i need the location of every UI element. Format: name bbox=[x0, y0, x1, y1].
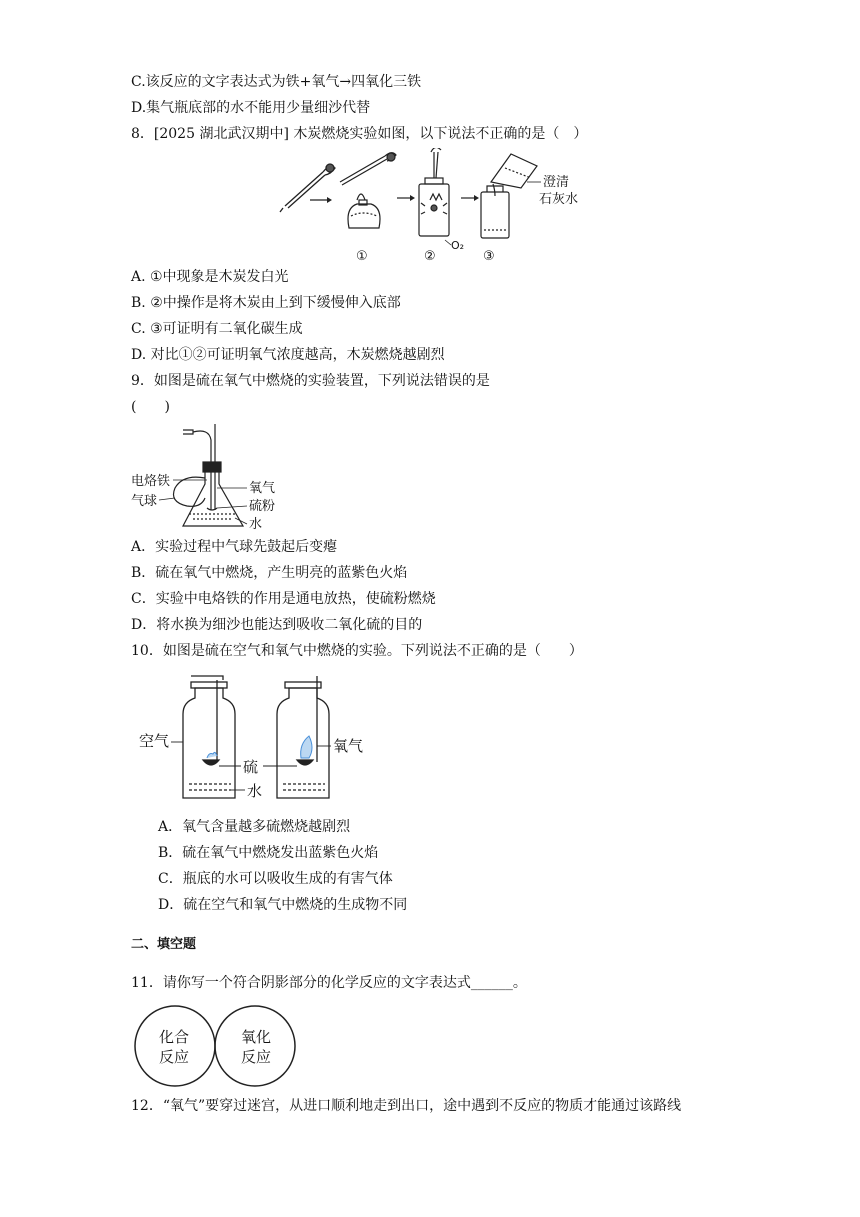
q9-option-c: C．实验中电烙铁的作用是通电放热，使硫粉燃烧 bbox=[131, 591, 436, 607]
label-electric-iron: 电烙铁 bbox=[131, 474, 171, 489]
q8-option-a: A. ①中现象是木炭发白光 bbox=[131, 269, 289, 285]
balloon-icon bbox=[174, 477, 206, 506]
bright-flame-icon bbox=[301, 736, 312, 758]
limewater-bottle-icon bbox=[481, 154, 537, 238]
q11-venn-diagram bbox=[131, 1004, 303, 1088]
limewater-label-1: 澄清 bbox=[543, 175, 570, 190]
q10-stem: 10．如图是硫在空气和氧气中燃烧的实验。下列说法不正确的是（ ） bbox=[131, 643, 583, 659]
q10-sulfur-bottles-figure bbox=[131, 672, 391, 808]
venn-left-circle bbox=[135, 1006, 215, 1086]
q12-stem: 12．“氧气”要穿过迷宫，从进口顺利地走到出口，途中遇到不反应的物质才能通过该路线 bbox=[131, 1098, 682, 1114]
q7-option-d: D.集气瓶底部的水不能用少量细沙代替 bbox=[131, 100, 371, 116]
alcohol-lamp-icon bbox=[340, 153, 396, 228]
o2-label: O₂ bbox=[451, 239, 465, 252]
q8-option-b: B. ②中操作是将木炭由上到下缓慢伸入底部 bbox=[131, 295, 401, 311]
label-sulfur: 硫 bbox=[243, 758, 259, 776]
oxygen-bottle-icon bbox=[419, 148, 449, 236]
label-sulfur-powder: 硫粉 bbox=[249, 499, 276, 514]
q9-option-b: B．硫在氧气中燃烧，产生明亮的蓝紫色火焰 bbox=[131, 565, 408, 581]
q10-option-b: B．硫在氧气中燃烧发出蓝紫色火焰 bbox=[158, 845, 379, 861]
q10-option-d: D．硫在空气和氧气中燃烧的生成物不同 bbox=[158, 897, 408, 913]
venn-right-label-2: 反应 bbox=[241, 1048, 272, 1066]
q10-option-c: C．瓶底的水可以吸收生成的有害气体 bbox=[158, 871, 393, 887]
section-title: 二、填空题 bbox=[131, 937, 197, 952]
arrow-head-icon bbox=[410, 195, 415, 201]
weak-flame-icon bbox=[207, 752, 217, 758]
q9-paren: ( ) bbox=[131, 399, 170, 415]
label-oxygen: 氧气 bbox=[333, 737, 364, 755]
q9-option-d: D．将水换为细沙也能达到吸收二氧化硫的目的 bbox=[131, 617, 423, 633]
q8-option-d: D. 对比①②可证明氧气浓度越高，木炭燃烧越剧烈 bbox=[131, 347, 445, 363]
q8-charcoal-figure bbox=[275, 148, 595, 264]
label-water: 水 bbox=[247, 782, 263, 800]
label-air: 空气 bbox=[139, 732, 170, 750]
q8-stem: 8．[2025 湖北武汉期中] 木炭燃烧实验如图，以下说法不正确的是（ ） bbox=[131, 126, 588, 142]
label-balloon: 气球 bbox=[131, 494, 158, 509]
q9-sulfur-figure bbox=[131, 422, 291, 534]
venn-left-label-1: 化合 bbox=[159, 1028, 190, 1046]
arrow-head-icon bbox=[327, 197, 332, 203]
venn-right-label-1: 氧化 bbox=[241, 1028, 272, 1046]
q11-stem: 11．请你写一个符合阴影部分的化学反应的文字表达式______。 bbox=[131, 975, 527, 991]
q8-option-c: C. ③可证明有二氧化碳生成 bbox=[131, 321, 303, 337]
air-bottle-icon bbox=[183, 676, 235, 798]
q7-option-c: C.该反应的文字表达式为铁+氧气→四氧化三铁 bbox=[131, 74, 422, 90]
q10-option-a: A．氧气含量越多硫燃烧越剧烈 bbox=[158, 819, 351, 835]
step-label-1: ① bbox=[356, 249, 368, 264]
tongs-charcoal-icon bbox=[280, 164, 335, 212]
q9-stem: 9．如图是硫在氧气中燃烧的实验装置，下列说法错误的是 bbox=[131, 373, 490, 389]
oxygen-bottle-icon bbox=[277, 676, 329, 798]
label-water: 水 bbox=[249, 517, 263, 532]
conical-flask-icon bbox=[183, 462, 243, 526]
q9-option-a: A．实验过程中气球先鼓起后变瘪 bbox=[131, 539, 338, 555]
venn-left-label-2: 反应 bbox=[159, 1048, 190, 1066]
arrow-head-icon bbox=[474, 195, 479, 201]
label-oxygen: 氧气 bbox=[249, 481, 276, 496]
step-label-2: ② bbox=[424, 249, 436, 264]
limewater-label-2: 石灰水 bbox=[539, 192, 579, 207]
venn-right-circle bbox=[215, 1006, 295, 1086]
step-label-3: ③ bbox=[483, 249, 495, 264]
electric-iron-icon bbox=[183, 424, 215, 462]
